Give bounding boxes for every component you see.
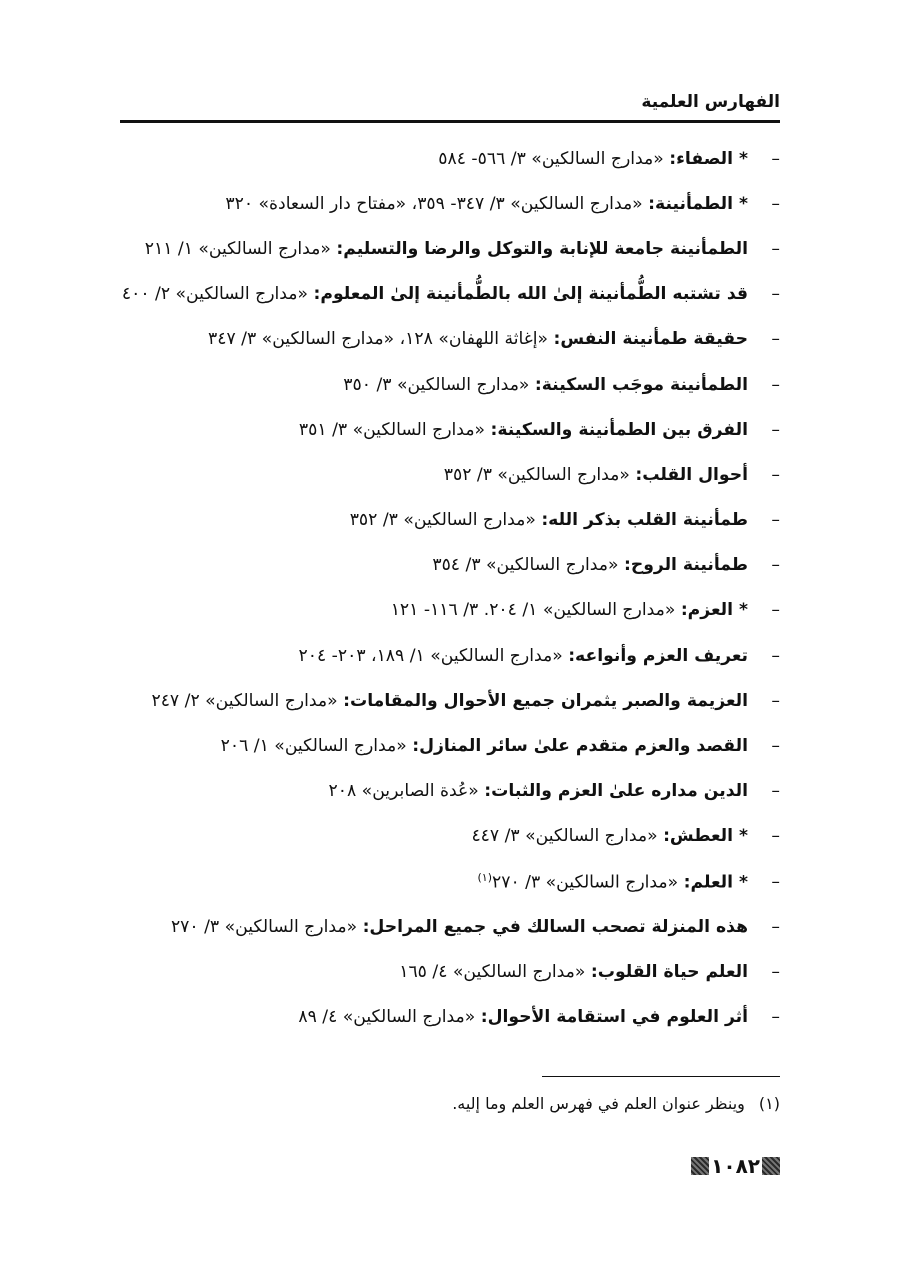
entry-reference: «مدارج السالكين» ٣/ ٥٦٦- ٥٨٤ — [438, 148, 670, 169]
entry-dash: – — [771, 464, 780, 485]
entry-heading: الفرق بين الطمأنينة والسكينة: — [490, 419, 748, 440]
entry-dash: – — [771, 374, 780, 395]
entry-reference: «مدارج السالكين» ٣/ ٣٥١ — [298, 419, 491, 440]
entry-heading: * العزم: — [680, 600, 748, 621]
index-entry — [100, 814, 780, 859]
entry-reference: «مدارج السالكين» ٢/ ٤٠٠ — [121, 284, 314, 305]
entry-heading: طمأنينة القلب بذكر الله: — [541, 510, 748, 531]
index-entry — [100, 181, 780, 226]
entry-reference: «مدارج السالكين» ٣/ ٣٥٢ — [443, 464, 636, 485]
entry-heading: تعريف العزم وأنواعه: — [568, 645, 748, 666]
footnote-reference-mark[interactable]: (١) — [477, 870, 492, 884]
index-entry — [100, 543, 780, 588]
index-entry — [100, 136, 780, 181]
ornament-icon — [762, 1157, 780, 1175]
index-entries — [100, 136, 780, 1040]
index-entry — [100, 769, 780, 814]
entry-dash: – — [771, 329, 780, 350]
entry-reference: «مدارج السالكين» ٣/ ٣٥٢ — [349, 510, 542, 531]
entry-dash: – — [771, 690, 780, 711]
entry-reference: «مدارج السالكين» ٣/ ٢٧٠ — [170, 916, 363, 937]
entry-heading: العزيمة والصبر يثمران جميع الأحوال والمقامات: — [343, 690, 748, 711]
entry-dash: – — [771, 781, 780, 802]
entry-dash: – — [771, 916, 780, 937]
entry-heading: الدين مداره علىٰ العزم والثبات: — [484, 781, 748, 802]
entry-dash: – — [771, 510, 780, 531]
index-entry — [100, 949, 780, 994]
entry-heading: * الصفاء: — [669, 148, 748, 169]
entry-reference: «مدارج السالكين» ٣/ ٣٥٠ — [343, 374, 535, 395]
running-header: الفهارس العلمية — [641, 92, 780, 112]
entry-dash: – — [771, 148, 780, 169]
entry-reference: «مدارج السالكين» ١/ ١٨٩، ٢٠٣- ٢٠٤ — [298, 645, 569, 666]
entry-dash: – — [771, 961, 780, 982]
index-entry — [100, 588, 780, 633]
entry-dash: – — [771, 555, 780, 576]
entry-dash: – — [771, 871, 780, 892]
index-entry — [100, 452, 780, 497]
entry-reference: «مدارج السالكين» ١/ ٢١١ — [144, 238, 337, 259]
entry-heading: * العطش: — [663, 826, 748, 847]
page-number — [691, 1154, 780, 1178]
index-entry — [100, 226, 780, 271]
entry-heading: هذه المنزلة تصحب السالك في جميع المراحل: — [362, 916, 748, 937]
entry-reference: «مدارج السالكين» ٣/ ٤٤٧ — [471, 826, 664, 847]
footnote-text: وينظر عنوان العلم في فهرس العلم وما إليه. — [452, 1094, 745, 1113]
entry-heading: الطمأنينة موجَب السكينة: — [534, 374, 748, 395]
index-entry — [100, 859, 780, 904]
entry-dash: – — [771, 1007, 780, 1028]
entry-reference: «مدارج السالكين» ٣/ ٣٤٧- ٣٥٩، «مفتاح دار السعادة» ٣٢٠ — [225, 193, 649, 214]
index-entry — [100, 995, 780, 1040]
index-entry — [100, 633, 780, 678]
entry-heading: القصد والعزم متقدم علىٰ سائر المنازل: — [412, 736, 748, 757]
index-entry — [100, 272, 780, 317]
entry-heading: قد تشتبه الطُّمأنينة إلىٰ الله بالطُّمأنينة إلىٰ المعلوم: — [313, 284, 748, 305]
entry-heading: حقيقة طمأنينة النفس: — [553, 329, 748, 350]
entry-dash: – — [771, 419, 780, 440]
entry-heading: * العلم: — [683, 872, 748, 893]
index-entry — [100, 498, 780, 543]
entry-dash: – — [771, 284, 780, 305]
entry-dash: – — [771, 826, 780, 847]
entry-reference: «مدارج السالكين» ١/ ٢٠٦ — [220, 736, 413, 757]
entry-heading: طمأنينة الروح: — [623, 555, 748, 576]
index-entry — [100, 407, 780, 452]
entry-heading: الطمأنينة جامعة للإنابة والتوكل والرضا والتسليم: — [336, 238, 748, 259]
entry-reference: «مدارج السالكين» ٤/ ١٦٥ — [399, 961, 591, 982]
index-entry — [100, 723, 780, 768]
entry-heading: * الطمأنينة: — [648, 193, 748, 214]
entry-dash: – — [771, 736, 780, 757]
entry-dash: – — [771, 600, 780, 621]
entry-dash: – — [771, 238, 780, 259]
entry-reference: «عُدة الصابرين» ٢٠٨ — [328, 781, 485, 802]
header-rule — [120, 120, 780, 123]
entry-dash: – — [771, 193, 780, 214]
page-number-value: ١٠٨٢ — [711, 1154, 760, 1178]
ornament-icon — [691, 1157, 709, 1175]
entry-reference: «مدارج السالكين» ٤/ ٨٩ — [298, 1007, 481, 1028]
entry-dash: – — [771, 645, 780, 666]
footnote-mark: (١) — [758, 1094, 780, 1113]
entry-reference: «مدارج السالكين» ٢/ ٢٤٧ — [151, 690, 344, 711]
index-entry — [100, 678, 780, 723]
entry-heading: أثر العلوم في استقامة الأحوال: — [480, 1007, 748, 1028]
footnote — [120, 1094, 780, 1113]
entry-reference: «إغاثة اللهفان» ١٢٨، «مدارج السالكين» ٣/ ٣٤٧ — [208, 329, 554, 350]
entry-reference: «مدارج السالكين» ١/ ٢٠٤. ٣/ ١١٦- ١٢١ — [390, 600, 681, 621]
index-entry — [100, 904, 780, 949]
footnote-rule — [542, 1076, 780, 1077]
entry-reference: «مدارج السالكين» ٣/ ٣٥٤ — [432, 555, 624, 576]
entry-reference: «مدارج السالكين» ٣/ ٢٧٠ — [492, 872, 684, 893]
index-entry — [100, 317, 780, 362]
index-entry — [100, 362, 780, 407]
entry-heading: العلم حياة القلوب: — [590, 961, 748, 982]
entry-heading: أحوال القلب: — [635, 464, 748, 485]
